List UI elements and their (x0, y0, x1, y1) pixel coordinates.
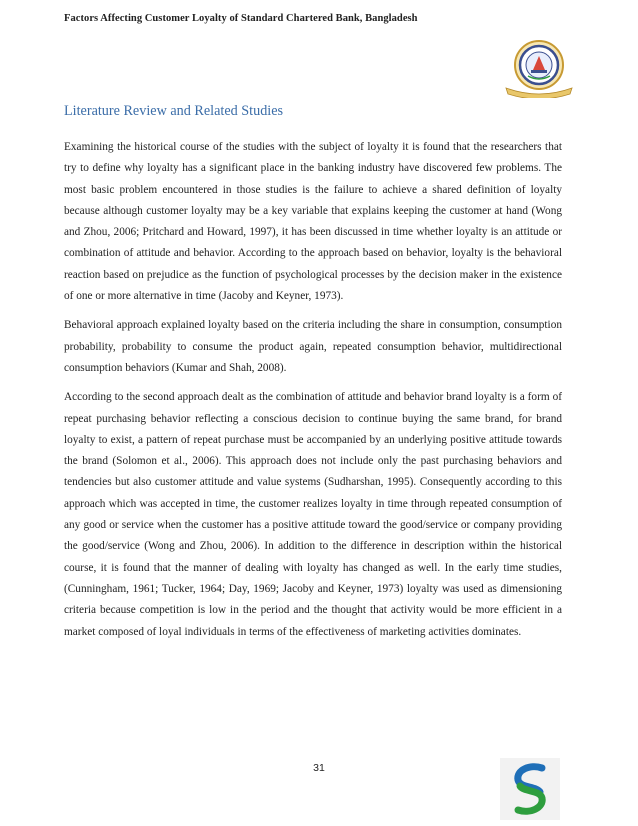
body-text (64, 137, 562, 651)
university-logo (498, 36, 580, 98)
page-number: 31 (313, 762, 325, 774)
paragraph: Examining the historical course of the studies with the subject of loyalty it is found that the researchers that try to define why loyalty has a significant place in the banking industry have discovered few problems. The most basic problem encountered in those studies is the failure to achieve a shared definition of loyalty because although customer loyalty may be a key variable that explains keeping the customer at hand (Wong and Zhou, 2006; Pritchard and Howard, 1997), it has been discussed in time whether loyalty is an attitude or combination of attitude and behavior. According to the approach based on behavior, loyalty is the behavioral reaction based on prejudice as the function of psychological processes by the decision maker in the existence of one or more alternative in time (Jacoby and Keyner, 1973). (64, 141, 562, 303)
section-heading: Literature Review and Related Studies (64, 103, 284, 119)
running-header: Factors Affecting Customer Loyalty of Standard Chartered Bank, Bangladesh (64, 13, 418, 24)
paragraph: Behavioral approach explained loyalty based on the criteria including the share in consumption, consumption probability, probability to consume the product again, repeated consumption behavior, multidirectional consumption behaviors (Kumar and Shah, 2008). (64, 319, 562, 374)
standard-chartered-logo (500, 758, 560, 820)
paragraph: According to the second approach dealt as the combination of attitude and behavior brand loyalty is a form of repeat purchasing behavior reflecting a conscious decision to continue buying the same brand, for brand loyalty to exist, a pattern of repeat purchase must be accompanied by an underlying positive attitude towards the brand (Solomon et al., 2006). This approach does not include only the past purchasing behaviors and tendencies but also customer attitude and value systems (Sudharshan, 1995). Consequently according to this approach which was accepted in time, the customer realizes loyalty in time through repeated consumption of any good or service when the customer has a positive attitude toward the good/service or company providing the good/service (Wong and Zhou, 2006). In addition to the difference in description within the historical course, it is found that the manner of dealing with loyalty has changed as well. In the early time studies, (Cunningham, 1961; Tucker, 1964; Day, 1969; Jacoby and Keyner, 1973) loyalty was used as dimensioning criteria because competition is low in the period and the thought that activity would be more efficient in a market composed of loyal individuals in terms of the effectiveness of marketing activities dominates. (64, 391, 562, 638)
